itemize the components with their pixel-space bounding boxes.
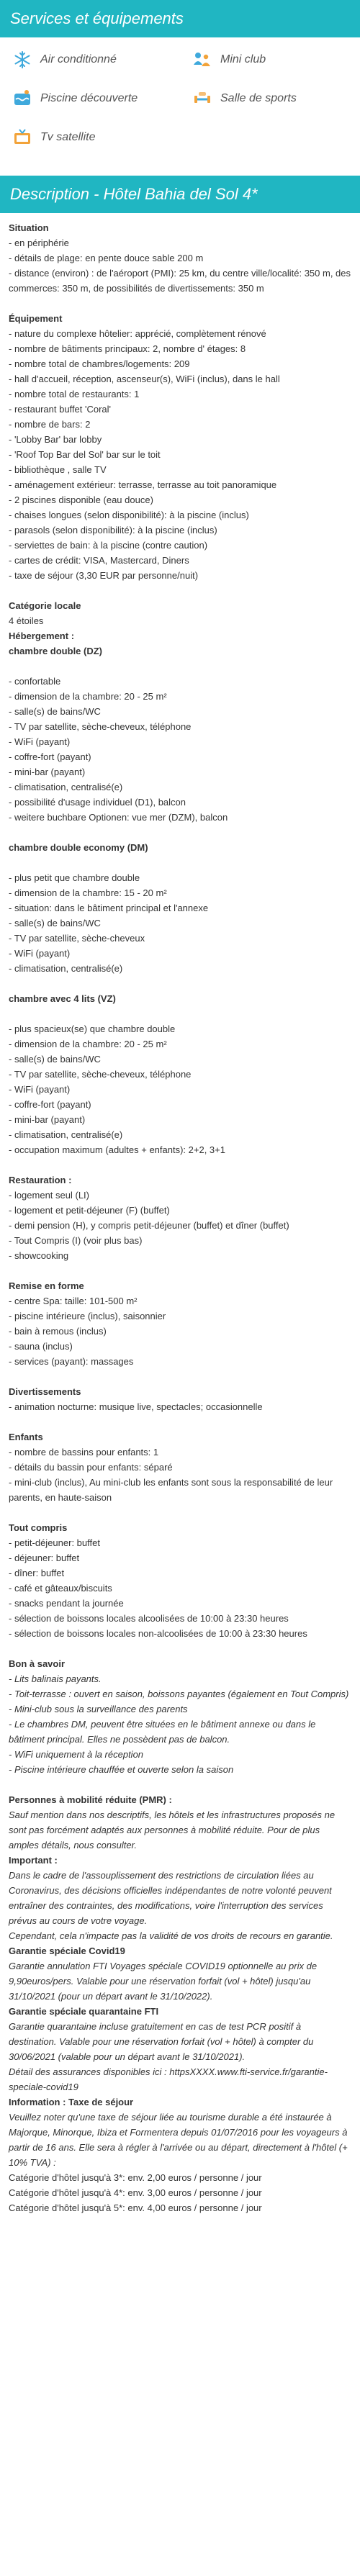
description-heading: Personnes à mobilité réduite (PMR) : <box>9 1794 172 1805</box>
description-spacer <box>9 1369 351 1384</box>
description-line: - bain à remous (inclus) <box>9 1326 107 1337</box>
description-heading: Catégorie locale <box>9 600 81 611</box>
description-note: - Lits balinais payants. <box>9 1673 102 1684</box>
description-heading: Équipement <box>9 313 63 324</box>
description-line: - salle(s) de bains/WC <box>9 918 101 928</box>
description-line: - serviettes de bain: à la piscine (contre caution) <box>9 540 208 551</box>
description-note: - Toit-terrasse : ouvert en saison, boissons payantes (également en Tout Compris) <box>9 1689 349 1699</box>
description-line: - snacks pendant la journée <box>9 1598 124 1609</box>
description-line: - bibliothèque , salle TV <box>9 464 107 475</box>
service-item-air-conditioning <box>12 48 192 72</box>
services-section-header <box>0 0 360 37</box>
gym-icon <box>192 88 213 109</box>
description-note: Cependant, cela n'impacte pas la validité de vos droits de recours en garantie. <box>9 1930 333 1941</box>
description-line: - nombre total de chambres/logements: 209 <box>9 358 190 369</box>
outdoor-pool-icon <box>12 88 33 109</box>
services-title: Services et équipements <box>10 9 184 27</box>
description-spacer <box>9 659 351 674</box>
description-line: - animation nocturne: musique live, spectacles; occasionnelle <box>9 1401 263 1412</box>
service-item-satellite-tv <box>12 125 192 150</box>
description-line: - WiFi (payant) <box>9 1084 71 1095</box>
service-label: Air conditionné <box>40 53 117 65</box>
description-line: - showcooking <box>9 1250 69 1261</box>
service-label: Mini club <box>220 53 266 65</box>
description-line: - occupation maximum (adultes + enfants): 2+2, 3+1 <box>9 1144 225 1155</box>
description-heading: Tout compris <box>9 1522 68 1533</box>
description-heading: Garantie spéciale quarantaine FTI <box>9 2006 159 2017</box>
description-line: - TV par satellite, sèche-cheveux <box>9 933 145 944</box>
description-line: - Tout Compris (I) (voir plus bas) <box>9 1235 143 1246</box>
description-line: - dimension de la chambre: 15 - 20 m² <box>9 887 167 898</box>
description-line: - services (payant): massages <box>9 1356 134 1367</box>
description-line: - nombre total de restaurants: 1 <box>9 389 140 399</box>
description-line: - aménagement extérieur: terrasse, terrasse au toit panoramique <box>9 479 277 490</box>
description-line: - sélection de boissons locales non-alcoolisées de 10:00 à 23:30 heures <box>9 1628 307 1639</box>
service-item-mini-club <box>192 48 348 72</box>
description-line: - café et gâteaux/biscuits <box>9 1583 112 1594</box>
service-label: Salle de sports <box>220 92 297 104</box>
description-heading: Important : <box>9 1855 58 1866</box>
description-line: - 2 piscines disponible (eau douce) <box>9 494 153 505</box>
description-line: - TV par satellite, sèche-cheveux, téléphone <box>9 1069 192 1080</box>
description-line: - dimension de la chambre: 20 - 25 m² <box>9 1039 167 1049</box>
service-item-outdoor-pool <box>12 86 192 111</box>
description-heading: chambre double (DZ) <box>9 646 103 656</box>
description-line: - restaurant buffet 'Coral' <box>9 404 112 415</box>
description-heading: Hébergement : <box>9 631 75 641</box>
description-line: - nombre de bassins pour enfants: 1 <box>9 1447 159 1458</box>
description-line: - salle(s) de bains/WC <box>9 1054 101 1065</box>
description-heading: Bon à savoir <box>9 1658 66 1669</box>
description-note: Veuillez noter qu'une taxe de séjour liée au tourisme durable a été instaurée à Majorque, Minorque, Ibiza et Formentera depuis 01/07/2016 pour les voyageurs à partir de 16 ans. Elle sera à régler à l'arrivée ou au départ, directement à l'hôtel (+ 10% TVA) : <box>9 2112 348 2168</box>
description-note: Dans le cadre de l'assouplissement des restrictions de circulation liées au Coronavirus, des décisions officielles indépendantes de notre volonté peuvent entraîner des contraintes, des modifications, voire l'interruption des services prévus au cours de votre voyage. <box>9 1870 332 1926</box>
description-line: - taxe de séjour (3,30 EUR par personne/nuit) <box>9 570 199 581</box>
description-heading: Situation <box>9 222 49 233</box>
description-heading: chambre double economy (DM) <box>9 842 148 853</box>
description-line: - plus spacieux(se) que chambre double <box>9 1023 176 1034</box>
description-line: - détails du bassin pour enfants: séparé <box>9 1462 173 1473</box>
description-line: - cartes de crédit: VISA, Mastercard, Diners <box>9 555 189 566</box>
description-note: - Mini-club sous la surveillance des parents <box>9 1704 188 1714</box>
description-spacer <box>9 976 351 991</box>
satellite-tv-icon <box>12 127 33 148</box>
description-body <box>0 213 360 2215</box>
description-line: - plus petit que chambre double <box>9 872 140 883</box>
description-heading: Information : Taxe de séjour <box>9 2097 134 2107</box>
description-line: - sauna (inclus) <box>9 1341 73 1352</box>
description-line: - climatisation, centralisé(e) <box>9 782 123 792</box>
description-line: - 'Roof Top Bar del Sol' bar sur le toit <box>9 449 161 460</box>
description-line: 4 étoiles <box>9 615 44 626</box>
service-item-gym <box>192 86 348 111</box>
description-line: - hall d'accueil, réception, ascenseur(s), WiFi (inclus), dans le hall <box>9 374 280 384</box>
description-line: - weitere buchbare Optionen: vue mer (DZM), balcon <box>9 812 228 823</box>
description-heading: Remise en forme <box>9 1280 84 1291</box>
description-note: - Piscine intérieure chauffée et ouverte selon la saison <box>9 1764 234 1775</box>
description-spacer <box>9 296 351 311</box>
description-line: - mini-bar (payant) <box>9 767 86 777</box>
description-spacer <box>9 1006 351 1021</box>
tax-rate-line: Catégorie d'hôtel jusqu'à 3*: env. 2,00 euros / personne / jour <box>9 2172 262 2183</box>
description-line: - climatisation, centralisé(e) <box>9 1129 123 1140</box>
description-line: - mini-bar (payant) <box>9 1114 86 1125</box>
description-line: - logement et petit-déjeuner (F) (buffet) <box>9 1205 170 1216</box>
description-line: - TV par satellite, sèche-cheveux, téléphone <box>9 721 192 732</box>
description-line: - dîner: buffet <box>9 1568 65 1578</box>
description-line: - WiFi (payant) <box>9 948 71 959</box>
description-note: Sauf mention dans nos descriptifs, les hôtels et les infrastructures proposés ne sont pas forcément adaptés aux personnes à mobilité réduite. Pour de plus amples détails, nous consulter. <box>9 1809 336 1850</box>
description-line: - demi pension (H), y compris petit-déjeuner (buffet) et dîner (buffet) <box>9 1220 289 1231</box>
description-spacer <box>9 1777 351 1792</box>
description-line: - distance (environ) : de l'aéroport (PMI): 25 km, du centre ville/localité: 350 m, des commerces: 350 m, de possibilités de divertissements: 350 m <box>9 268 351 294</box>
description-spacer <box>9 825 351 840</box>
description-heading: Restauration : <box>9 1175 72 1185</box>
description-spacer <box>9 1157 351 1172</box>
description-line: - parasols (selon disponibilité): à la piscine (inclus) <box>9 525 217 535</box>
description-line: - coffre-fort (payant) <box>9 751 91 762</box>
description-heading: Garantie spéciale Covid19 <box>9 1945 125 1956</box>
description-line: - en périphérie <box>9 238 69 248</box>
description-spacer <box>9 1505 351 1520</box>
description-line: - WiFi (payant) <box>9 736 71 747</box>
description-line: - sélection de boissons locales alcoolisées de 10:00 à 23:30 heures <box>9 1613 289 1624</box>
description-line: - piscine intérieure (inclus), saisonnier <box>9 1311 166 1321</box>
description-spacer <box>9 1263 351 1278</box>
description-line: - chaises longues (selon disponibilité): à la piscine (inclus) <box>9 510 249 520</box>
description-heading: Divertissements <box>9 1386 81 1397</box>
description-line: - dimension de la chambre: 20 - 25 m² <box>9 691 167 702</box>
description-spacer <box>9 1641 351 1656</box>
description-line: - confortable <box>9 676 61 687</box>
tax-rate-line: Catégorie d'hôtel jusqu'à 4*: env. 3,00 euros / personne / jour <box>9 2187 262 2198</box>
description-line: - climatisation, centralisé(e) <box>9 963 123 974</box>
air-conditioning-icon <box>12 49 33 71</box>
description-line: - centre Spa: taille: 101-500 m² <box>9 1296 138 1306</box>
description-spacer <box>9 1414 351 1429</box>
description-line: - 'Lobby Bar' bar lobby <box>9 434 102 445</box>
description-line: - situation: dans le bâtiment principal et l'annexe <box>9 903 209 913</box>
description-note: Garantie annulation FTI Voyages spéciale COVID19 optionnelle au prix de 9,90euros/pers. Valable pour une réservation forfait (vol + hôtel) jusqu'au 31/10/2021 (pour un départ avant le 31/10/2022). <box>9 1961 318 2002</box>
description-line: - coffre-fort (payant) <box>9 1099 91 1110</box>
description-line: - logement seul (LI) <box>9 1190 89 1201</box>
description-line: - mini-club (inclus), Au mini-club les enfants sont sous la responsabilité de leur parents, en haute-saison <box>9 1477 333 1503</box>
description-line: - salle(s) de bains/WC <box>9 706 101 717</box>
description-note: - WiFi uniquement à la réception <box>9 1749 144 1760</box>
description-spacer <box>9 855 351 870</box>
service-label: Piscine découverte <box>40 92 138 104</box>
description-section-header <box>0 176 360 213</box>
description-spacer <box>9 583 351 598</box>
description-line: - nombre de bâtiments principaux: 2, nombre d' étages: 8 <box>9 343 246 354</box>
description-title: Description - Hôtel Bahia del Sol 4* <box>10 185 258 203</box>
mini-club-icon <box>192 49 213 71</box>
services-list <box>0 37 360 176</box>
description-line: - détails de plage: en pente douce sable 200 m <box>9 253 204 263</box>
description-heading: chambre avec 4 lits (VZ) <box>9 993 116 1004</box>
description-note: - Le chambres DM, peuvent être situées en le bâtiment annexe ou dans le bâtiment principal. Elles ne possèdent pas de balcon. <box>9 1719 316 1745</box>
description-note: Détail des assurances disponibles ici : httpsXXXX.www.fti-service.fr/garantie-speciale-covid19 <box>9 2066 328 2092</box>
description-line: - nature du complexe hôtelier: apprécié, complètement rénové <box>9 328 266 339</box>
description-note: Garantie quarantaine incluse gratuitement en cas de test PCR positif à destination. Valable pour une réservation forfait (vol + hôtel) à compter du 30/06/2021 (valable pour un départ avant le 31/10/2021). <box>9 2021 314 2062</box>
description-line: - petit-déjeuner: buffet <box>9 1537 100 1548</box>
description-line: - nombre de bars: 2 <box>9 419 91 430</box>
description-line: - possibilité d'usage individuel (D1), balcon <box>9 797 186 808</box>
service-label: Tv satellite <box>40 131 96 143</box>
description-line: - déjeuner: buffet <box>9 1553 80 1563</box>
tax-rate-line: Catégorie d'hôtel jusqu'à 5*: env. 4,00 euros / personne / jour <box>9 2202 262 2213</box>
description-heading: Enfants <box>9 1432 43 1442</box>
